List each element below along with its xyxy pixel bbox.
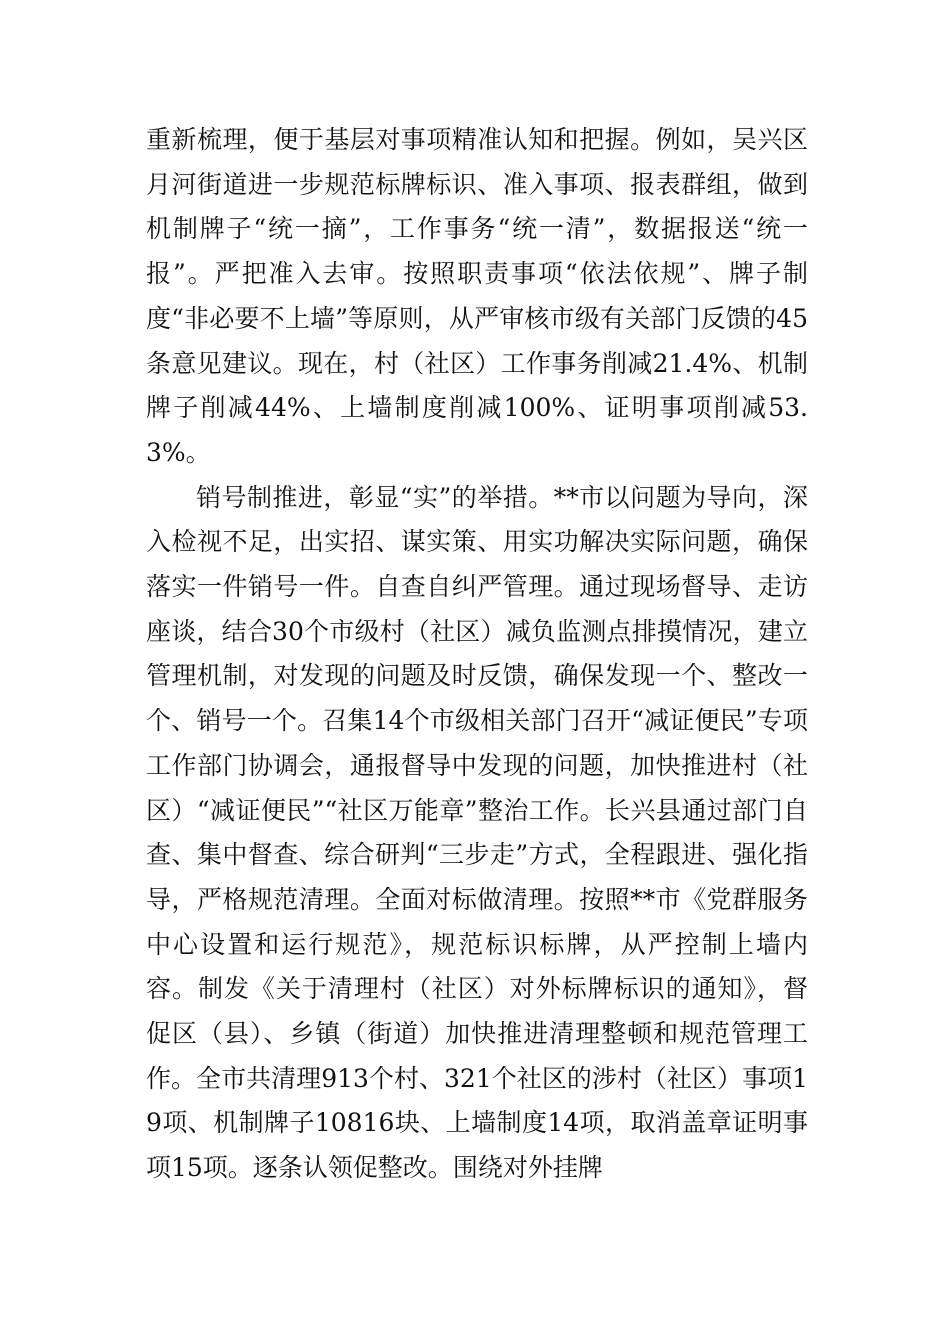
paragraph-2: 销号制推进，彰显“实”的举措。**市以问题为导向，深入检视不足，出实招、谋实策、用实功解决实际问题，确保落实一件销号一件。自查自纠严管理。通过现场督导、走访座谈，结合30个市级村（社区）减负监测点排摸情况，建立管理机制，对发现的问题及时反馈，确保发现一个、整改一个、销号一个。召集14个市级相关部门召开“减证便民”专项工作部门协调会，通报督导中发现的问题，加快推进村（社区）“减证便民”“社区万能章”整治工作。长兴县通过部门自查、集中督查、综合研判“三步走”方式，全程跟进、强化指导，严格规范清理。全面对标做清理。按照**市《党群服务中心设置和运行规范》，规范标识标牌，从严控制上墙内容。制发《关于清理村（社区）对外标牌标识的通知》，督促区（县）、乡镇（街道）加快推进清理整顿和规范管理工作。全市共清理913个村、321个社区的涉村（社区）事项19项、机制牌子10816块、上墙制度14项，取消盖章证明事项15项。逐条认领促整改。围绕对外挂牌 xyxy=(146,482,808,1183)
paragraph-1: 重新梳理，便于基层对事项精准认知和把握。例如，吴兴区月河街道进一步规范标牌标识、准入事项、报表群组，做到机制牌子“统一摘”，工作事务“统一清”，数据报送“统一报”。严把准入去审。按照职责事项“依法依规”、牌子制度“非必要不上墙”等原则，从严审核市级有关部门反馈的45条意见建议。现在，村（社区）工作事务削减21.4%、机制牌子削减44%、上墙制度削减100%、证明事项削减53.3%。 xyxy=(146,125,808,467)
document-body xyxy=(146,118,808,1191)
